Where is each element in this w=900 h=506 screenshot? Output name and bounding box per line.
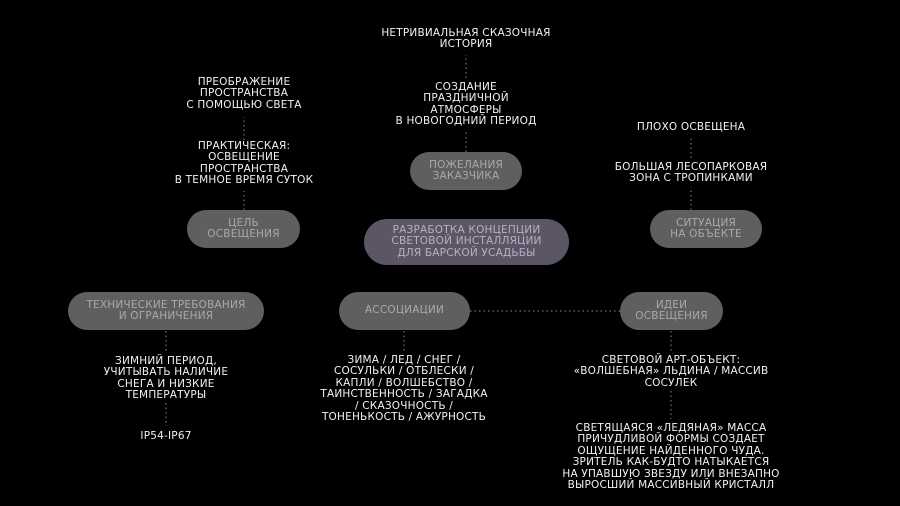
goal-node: ЦЕЛЬ ОСВЕЩЕНИЯ [187,210,300,248]
ideas-node: ИДЕИ ОСВЕЩЕНИЯ [620,292,723,330]
situation-node: СИТУАЦИЯ НА ОБЪЕКТЕ [650,210,762,248]
technical-ip-text: IP54-IP67 [140,430,192,442]
technical-node: ТЕХНИЧЕСКИЕ ТРЕБОВАНИЯ И ОГРАНИЧЕНИЯ [68,292,264,330]
ideas-object-text: СВЕТОВОЙ АРТ-ОБЪЕКТ: «ВОЛШЕБНАЯ» ЛЬДИНА / МАССИВ СОСУЛЕК [573,354,769,389]
wishes-node: ПОЖЕЛАНИЯ ЗАКАЗЧИКА [410,152,522,190]
situation-zone-text: БОЛЬШАЯ ЛЕСОПАРКОВАЯ ЗОНА С ТРОПИНКАМИ [614,161,768,185]
wishes-atmosphere-text: СОЗДАНИЕ ПРАЗДНИЧНОЙ АТМОСФЕРЫ В НОВОГОДНИЙ ПЕРИОД [395,81,537,128]
associations-list-text: ЗИМА / ЛЕД / СНЕГ / СОСУЛЬКИ / ОТБЛЕСКИ / КАПЛИ / ВОЛШЕБСТВО / ТАИНСТВЕННОСТЬ / ЗАГАДКА / СКАЗОЧНОСТЬ / ТОНЕНЬКОСТЬ / АЖУРНОСТЬ [320,354,488,424]
wishes-story-text: НЕТРИВИАЛЬНАЯ СКАЗОЧНАЯ ИСТОРИЯ [381,27,551,51]
technical-winter-text: ЗИМНИЙ ПЕРИОД, УЧИТЫВАТЬ НАЛИЧИЕ СНЕГА И НИЗКИЕ ТЕМПЕРАТУРЫ [103,355,229,402]
associations-node: АССОЦИАЦИИ [339,292,470,330]
goal-transform-text: ПРЕОБРАЖЕНИЕ ПРОСТРАНСТВА С ПОМОЩЬЮ СВЕТА [186,76,302,111]
goal-practical-text: ПРАКТИЧЕСКАЯ: ОСВЕЩЕНИЕ ПРОСТРАНСТВА В ТЕМНОЕ ВРЕМЯ СУТОК [174,140,314,187]
ideas-description-text: СВЕТЯЩАЯСЯ «ЛЕДЯНАЯ» МАССА ПРИЧУДЛИВОЙ ФОРМЫ СОЗДАЕТ ОЩУЩЕНИЕ НАЙДЕННОГО ЧУДА. ЗРИТЕЛЬ КАК-БУДТО НАТЫКАЕТСЯ НА УПАВШУЮ ЗВЕЗДУ ИЛИ ВНЕЗАПНО ВЫРОСШИЙ МАССИВНЫЙ КРИСТАЛЛ [562,422,780,492]
situation-light-text: ПЛОХО ОСВЕЩЕНА [636,121,746,133]
center-node: РАЗРАБОТКА КОНЦЕПЦИИ СВЕТОВОЙ ИНСТАЛЛЯЦИИ ДЛЯ БАРСКОЙ УСАДЬБЫ [364,219,569,265]
